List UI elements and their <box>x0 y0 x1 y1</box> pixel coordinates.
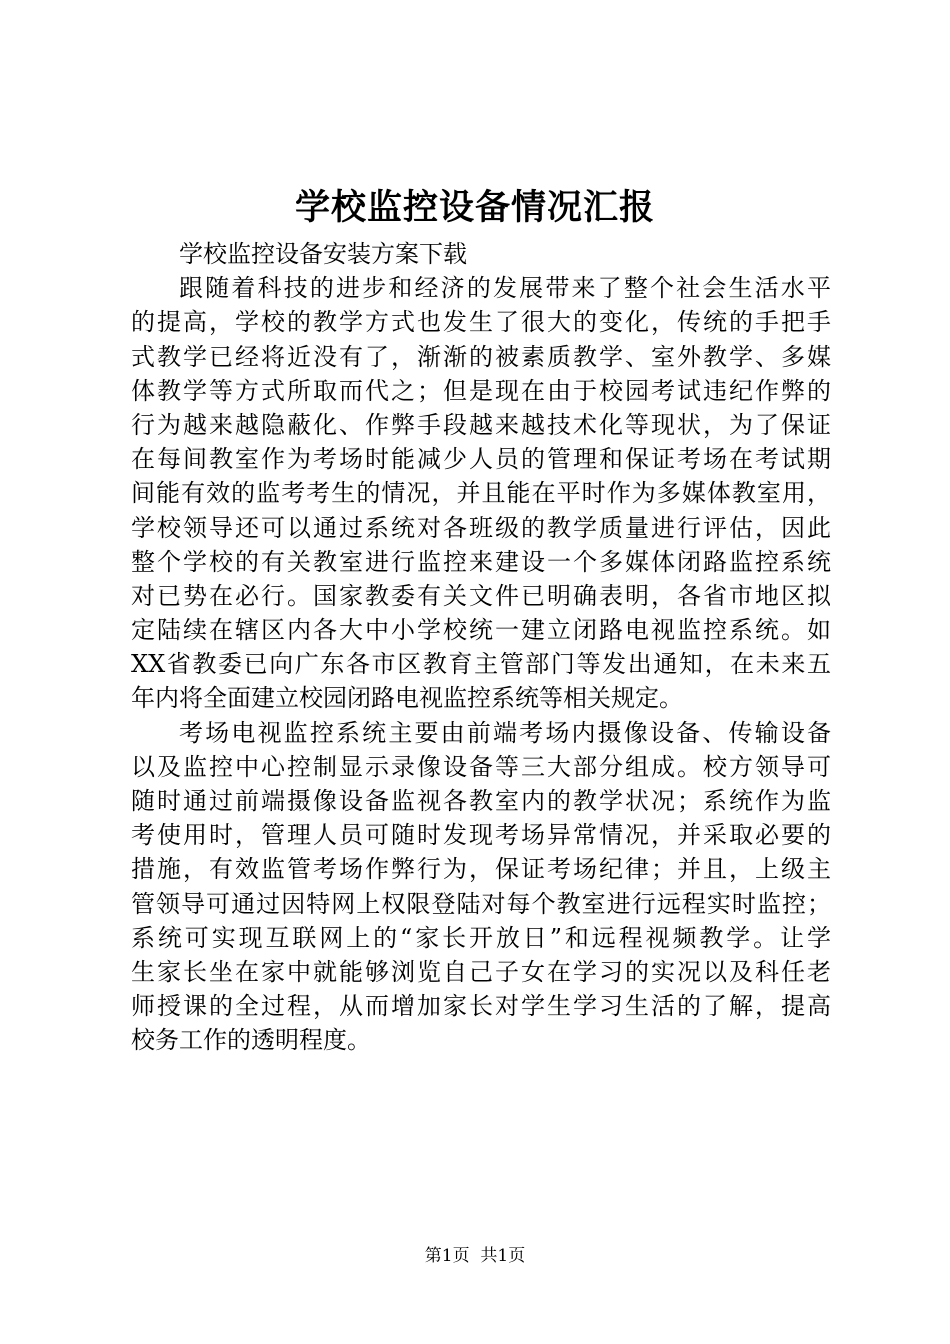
text-line: 师授课的全过程，从而增加家长对学生学习生活的了解，提高 <box>131 992 831 1021</box>
text-line: 考使用时，管理人员可随时发现考场异常情况，并采取必要的 <box>131 821 831 850</box>
page-footer <box>0 1244 950 1268</box>
text-line: 整个学校的有关教室进行监控来建设一个多媒体闭路监控系统 <box>131 547 831 576</box>
text-line: 体教学等方式所取而代之；但是现在由于校园考试违纪作弊的 <box>131 376 831 405</box>
text-line: 以及监控中心控制显示录像设备等三大部分组成。校方领导可 <box>131 752 831 781</box>
text-line: 系统可实现互联网上的“家长开放日”和远程视频教学。让学 <box>131 923 831 952</box>
document-title: 学校监控设备情况汇报 <box>294 187 655 228</box>
text-line: 定陆续在辖区内各大中小学校统一建立闭路电视监控系统。如 <box>131 616 831 645</box>
text-line: XX省教委已向广东各市区教育主管部门等发出通知，在未来五 <box>131 650 831 679</box>
text-line: 随时通过前端摄像设备监视各教室内的教学状况；系统作为监 <box>131 787 831 815</box>
text-line: 考场电视监控系统主要由前端考场内摄像设备、传输设备 <box>179 718 831 747</box>
text-line: 措施，有效监管考场作弊行为，保证考场纪律；并且，上级主 <box>131 855 831 884</box>
text-line: 的提高，学校的教学方式也发生了很大的变化，传统的手把手 <box>131 308 831 337</box>
text-line: 式教学已经将近没有了，渐渐的被素质教学、室外教学、多媒 <box>131 342 831 371</box>
page-total: 共1页 <box>480 1246 526 1266</box>
text-line: 学校领导还可以通过系统对各班级的教学质量进行评估，因此 <box>131 513 831 542</box>
text-line: 在每间教室作为考场时能减少人员的管理和保证考场在考试期 <box>131 445 831 474</box>
text-line: 行为越来越隐蔽化、作弊手段越来越技术化等现状，为了保证 <box>131 410 831 439</box>
page-number: 第1页 <box>424 1246 470 1266</box>
text-line: 年内将全面建立校园闭路电视监控系统等相关规定。 <box>131 684 683 713</box>
text-line: 间能有效的监考考生的情况，并且能在平时作为多媒体教室用， <box>131 479 831 508</box>
text-line: 校务工作的透明程度。 <box>131 1026 371 1055</box>
text-line: 管领导可通过因特网上权限登陆对每个教室进行远程实时监控； <box>131 889 831 918</box>
text-line: 对已势在必行。国家教委有关文件已明确表明，各省市地区拟 <box>131 581 831 610</box>
text-line: 生家长坐在家中就能够浏览自己子女在学习的实况以及科任老 <box>131 957 831 986</box>
text-line: 学校监控设备安装方案下载 <box>179 240 467 268</box>
document-body <box>131 237 831 1058</box>
text-line: 跟随着科技的进步和经济的发展带来了整个社会生活水平 <box>179 274 831 303</box>
